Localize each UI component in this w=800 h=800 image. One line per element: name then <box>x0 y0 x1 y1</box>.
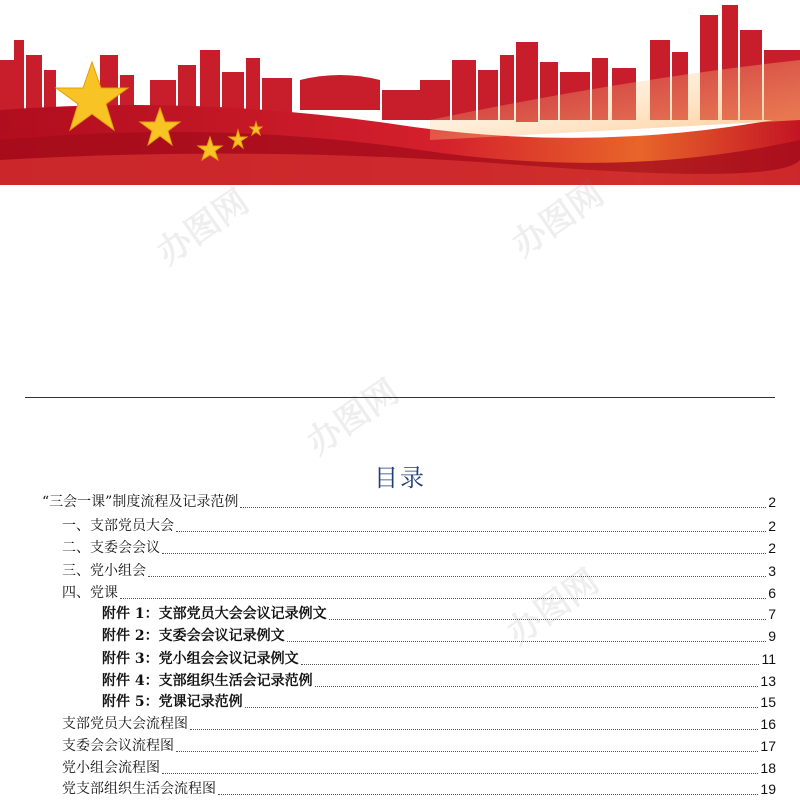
watermark: 办图网 <box>504 173 612 266</box>
dot-leader <box>176 530 766 532</box>
dot-leader <box>329 618 767 620</box>
toc-entry-label: 支委会会议流程图 <box>62 738 174 754</box>
toc-entry-page: 3 <box>768 563 776 579</box>
toc-entry[interactable] <box>42 492 776 512</box>
toc-entry-page: 13 <box>760 673 776 689</box>
dot-leader <box>162 552 766 554</box>
toc-entry-page: 7 <box>768 606 776 622</box>
toc-entry[interactable] <box>62 583 776 603</box>
toc-entry[interactable] <box>62 736 776 756</box>
toc-entry-page: 17 <box>760 738 776 754</box>
toc-entry[interactable] <box>62 714 776 734</box>
dot-leader <box>162 772 758 774</box>
dot-leader <box>218 793 758 795</box>
dot-leader <box>240 506 766 508</box>
toc-entry-page: 2 <box>768 494 776 510</box>
toc-entry[interactable] <box>62 779 776 799</box>
toc-entry-label: 二、支委会会议 <box>62 540 160 556</box>
watermark: 办图网 <box>149 181 257 274</box>
toc-entry[interactable] <box>102 649 776 669</box>
toc-title: 目录 <box>374 464 426 492</box>
dot-leader <box>245 706 759 708</box>
dot-leader <box>190 728 758 730</box>
toc-entry-page: 11 <box>761 651 776 667</box>
toc-entry-page: 6 <box>768 585 776 601</box>
toc-entry-label: 支部党员大会流程图 <box>62 716 188 732</box>
toc-entry-label: 附件 4：支部组织生活会记录范例 <box>102 673 313 689</box>
toc-entry-page: 15 <box>760 694 776 710</box>
header-banner <box>0 0 800 185</box>
toc-entry-page: 16 <box>760 716 776 732</box>
toc-entry-label: 党支部组织生活会流程图 <box>62 781 216 797</box>
skyline-illustration <box>0 0 800 185</box>
toc-entry-label: 一、支部党员大会 <box>62 518 174 534</box>
toc-entry-page: 19 <box>760 781 776 797</box>
toc-entry[interactable] <box>62 516 776 536</box>
dot-leader <box>148 575 766 577</box>
watermark: 办图网 <box>299 371 407 464</box>
toc-entry[interactable] <box>62 758 776 778</box>
horizontal-divider <box>25 397 775 398</box>
toc-entry[interactable] <box>62 561 776 581</box>
toc-entry[interactable] <box>102 671 776 691</box>
toc-entry-label: 附件 2：支委会会议记录例文 <box>102 628 285 644</box>
toc-entry-label: 党小组会流程图 <box>62 760 160 776</box>
toc-entry-label: 三、党小组会 <box>62 563 146 579</box>
dot-leader <box>287 640 767 642</box>
toc-entry-label: 附件 1：支部党员大会会议记录例文 <box>102 606 327 622</box>
toc-entry-label: 四、党课 <box>62 585 118 601</box>
dot-leader <box>301 663 760 665</box>
dot-leader <box>315 685 759 687</box>
toc-entry-page: 2 <box>768 540 776 556</box>
toc-entry-label: 附件 5：党课记录范例 <box>102 694 243 710</box>
watermark: 办图网 <box>499 561 607 654</box>
toc-entry[interactable] <box>62 538 776 558</box>
toc-entry-page: 9 <box>768 628 776 644</box>
toc-entry[interactable] <box>102 692 776 712</box>
toc-entry-label: 附件 3：党小组会会议记录例文 <box>102 651 299 667</box>
toc-entry[interactable] <box>102 626 776 646</box>
toc-entry-page: 18 <box>760 760 776 776</box>
toc-entry-label: “三会一课”制度流程及记录范例 <box>42 494 239 510</box>
dot-leader <box>176 750 758 752</box>
dot-leader <box>120 597 766 599</box>
toc-entry-page: 2 <box>768 518 776 534</box>
toc-entry[interactable] <box>102 604 776 624</box>
